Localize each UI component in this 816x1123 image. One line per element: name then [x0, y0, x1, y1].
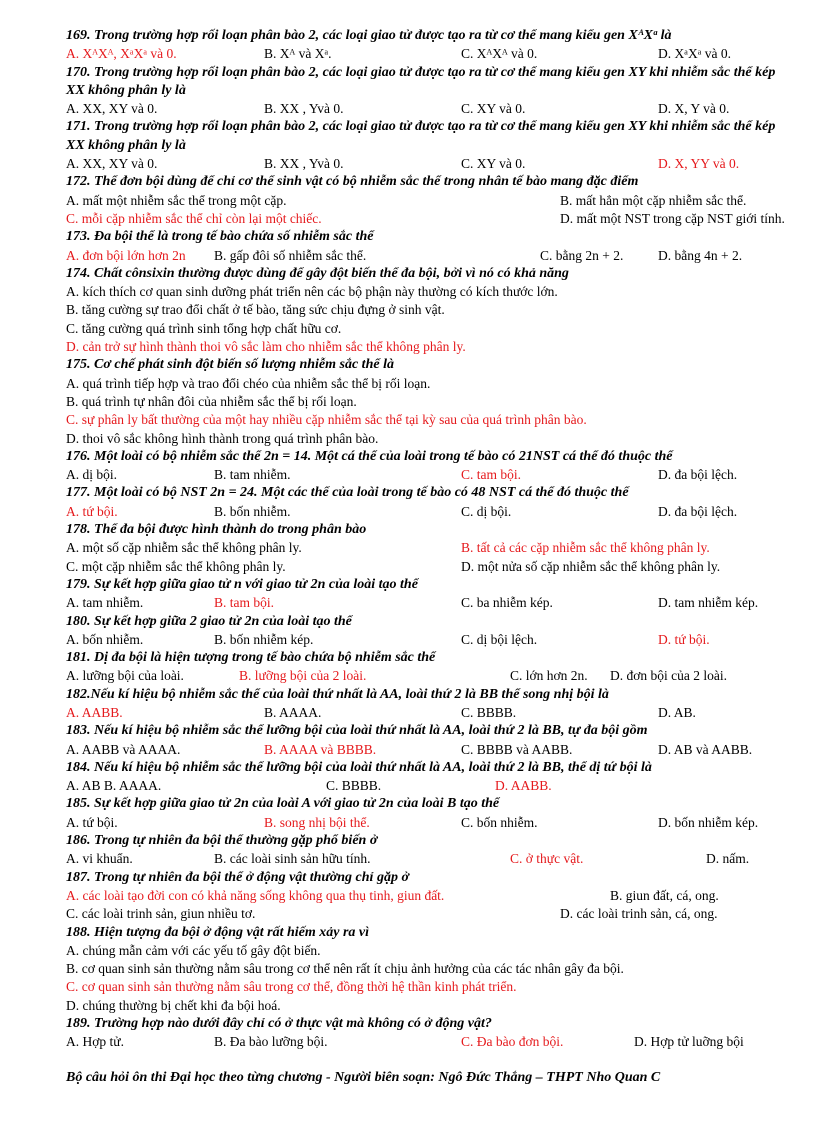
answer-185-b: B. song nhị bội thể.	[264, 814, 370, 830]
answer-180-a: A. bốn nhiễm.	[66, 631, 144, 647]
answer-174-a: A. kích thích cơ quan sinh dưỡng phát triển nên các bộ phận này thường có kích thước lớn.	[66, 284, 558, 300]
answers-178-r1	[66, 539, 786, 557]
question-176: 176. Một loài có bộ nhiễm sắc thể 2n = 14. Một cá thể của loài trong tế bào có 21NST cá thể đó thuộc thể	[66, 448, 673, 464]
answers-182	[66, 704, 786, 722]
answers-185	[66, 814, 786, 832]
answer-183-a: A. AABB và AAAA.	[66, 741, 181, 757]
answers-178-r2	[66, 558, 786, 576]
answer-177-d: D. đa bội lệch.	[658, 503, 738, 519]
answer-182-a: A. AABB.	[66, 704, 123, 720]
answer-178-b: B. tất cả các cặp nhiễm sắc thể không phân ly.	[461, 540, 710, 556]
question-185: 185. Sự kết hợp giữa giao tử 2n của loài A với giao tử 2n của loài B tạo thể	[66, 796, 500, 812]
answer-185-d: D. bốn nhiễm kép.	[658, 814, 759, 830]
answer-171-c: C. XY và 0.	[461, 156, 526, 172]
answer-188-c: C. cơ quan sinh sản thường nằm sâu trong cơ thể, đồng thời hệ thần kinh phát triển.	[66, 979, 517, 995]
answer-177-a: A. tứ bội.	[66, 503, 118, 519]
question-173: 173. Đa bội thể là trong tế bào chứa số nhiễm sắc thể	[66, 229, 374, 245]
answer-176-a: A. dị bội.	[66, 467, 118, 483]
answers-172-r1	[66, 192, 786, 210]
answer-188-a: A. chúng mẫn cảm với các yếu tố gây đột biến.	[66, 942, 321, 958]
answer-169-d: D. XᵃXᵃ và 0.	[658, 46, 731, 62]
question-189: 189. Trường hợp nào dưới đây chỉ có ở thực vật mà không có ở động vật?	[66, 1016, 492, 1032]
answers-173	[66, 247, 786, 265]
answer-184-d: D. AABB.	[495, 778, 552, 794]
question-171: 171. Trong trường hợp rối loạn phân bào 2, các loại giao tử được tạo ra từ cơ thể mang kiểu gen XY khi nhiễm sắc thể kép XX không phân ly là	[66, 119, 776, 153]
answer-176-b: B. tam nhiễm.	[214, 467, 291, 483]
answer-188-b: B. cơ quan sinh sản thường nằm sâu trong cơ thể nên rất ít chịu ảnh hưởng của các tác nhân gây đa bội.	[66, 961, 624, 977]
answer-179-a: A. tam nhiễm.	[66, 595, 144, 611]
answers-184	[66, 777, 786, 795]
answers-179	[66, 594, 786, 612]
answer-189-c: C. Đa bào đơn bội.	[461, 1034, 564, 1050]
answer-183-d: D. AB và AABB.	[658, 741, 753, 757]
answer-184-c: C. BBBB.	[326, 778, 382, 794]
answer-186-a: A. vi khuẩn.	[66, 851, 133, 867]
answers-187-r1	[66, 887, 786, 905]
answer-170-c: C. XY và 0.	[461, 101, 526, 117]
question-187: 187. Trong tự nhiên đa bội thể ở động vật thường chỉ gặp ở	[66, 869, 409, 885]
answer-181-c: C. lớn hơn 2n.	[510, 668, 588, 684]
answer-175-c: C. sự phân ly bất thường của một hay nhiều cặp nhiễm sắc thể tại kỳ sau của quá trình phân bào.	[66, 412, 587, 428]
answer-186-b: B. các loài sinh sản hữu tính.	[214, 851, 371, 867]
answer-179-b: B. tam bội.	[214, 595, 274, 611]
answer-174-d: D. cản trở sự hình thành thoi vô sắc làm cho nhiễm sắc thể không phân ly.	[66, 339, 466, 355]
answers-171	[66, 155, 786, 173]
answer-182-b: B. AAAA.	[264, 704, 322, 720]
answers-170	[66, 100, 786, 118]
question-172: 172. Thể đơn bội dùng để chỉ cơ thể sinh vật có bộ nhiễm sắc thể trong nhân tế bào mang đặc điểm	[66, 174, 639, 190]
answer-187-c: C. các loài trinh sản, giun nhiều tơ.	[66, 906, 256, 922]
answer-182-d: D. AB.	[658, 704, 696, 720]
answer-172-a: A. mất một nhiễm sắc thể trong một cặp.	[66, 192, 287, 208]
question-175: 175. Cơ chế phát sinh đột biến số lượng nhiễm sắc thể là	[66, 357, 394, 373]
answer-173-b: B. gấp đôi số nhiễm sắc thể.	[214, 247, 367, 263]
question-list	[66, 27, 786, 1052]
answers-180	[66, 631, 786, 649]
answers-189	[66, 1033, 786, 1051]
answer-175-b: B. quá trình tự nhân đôi của nhiễm sắc thể bị rối loạn.	[66, 393, 357, 409]
answer-176-c: C. tam bội.	[461, 467, 521, 483]
answers-186	[66, 850, 786, 868]
question-179: 179. Sự kết hợp giữa giao tử n với giao tử 2n của loài tạo thể	[66, 576, 418, 592]
answer-181-d: D. đơn bội của 2 loài.	[610, 668, 727, 684]
question-174: 174. Chất cônsixin thường được dùng để gây đột biến thể đa bội, bởi vì nó có khả năng	[66, 265, 569, 281]
question-178: 178. Thể đa bội được hình thành do trong phân bào	[66, 522, 367, 538]
question-181: 181. Dị đa bội là hiện tượng trong tế bào chứa bộ nhiễm sắc thể	[66, 650, 436, 666]
answers-176	[66, 466, 786, 484]
answer-171-b: B. XX , Yvà 0.	[264, 156, 344, 172]
answer-186-c: C. ở thực vật.	[510, 851, 584, 867]
answer-170-a: A. XX, XY và 0.	[66, 101, 158, 117]
answer-171-a: A. XX, XY và 0.	[66, 156, 158, 172]
answer-172-d: D. mất một NST trong cặp NST giới tính.	[560, 210, 785, 226]
question-183: 183. Nếu kí hiệu bộ nhiễm sắc thể lưỡng bội của loài thứ nhất là AA, loài thứ 2 là BB, tự đa bội gồm	[66, 723, 648, 739]
question-169: 169. Trong trường hợp rối loạn phân bào 2, các loại giao tử được tạo ra từ cơ thể mang kiểu gen XᴬXᵃ là	[66, 28, 672, 43]
question-177: 177. Một loài có bộ NST 2n = 24. Một các thể của loài trong tế bào có 48 NST cá thể đó thuộc thể	[66, 485, 629, 501]
answer-183-c: C. BBBB và AABB.	[461, 741, 573, 757]
answer-184-ab: A. AB B. AAAA.	[66, 778, 162, 794]
answer-173-a: A. đơn bội lớn hơn 2n	[66, 247, 186, 263]
answers-183	[66, 741, 786, 759]
answer-179-d: D. tam nhiễm kép.	[658, 595, 759, 611]
answer-180-c: C. dị bội lệch.	[461, 631, 538, 647]
answer-182-c: C. BBBB.	[461, 704, 517, 720]
answer-178-d: D. một nửa số cặp nhiễm sắc thể không phân ly.	[461, 558, 721, 574]
answer-181-a: A. lưỡng bội của loài.	[66, 668, 184, 684]
page-footer: Bộ câu hỏi ôn thi Đại học theo từng chương - Người biên soạn: Ngô Đức Thắng – THPT Nho Quan C	[66, 1070, 661, 1085]
answer-177-c: C. dị bội.	[461, 503, 512, 519]
answer-172-c: C. mỗi cặp nhiễm sắc thể chỉ còn lại một chiếc.	[66, 210, 322, 226]
answer-187-b: B. giun đất, cá, ong.	[610, 887, 719, 903]
answer-169-b: B. Xᴬ và Xᵃ.	[264, 46, 332, 62]
answer-189-d: D. Hợp tử luỡng bội	[634, 1034, 744, 1050]
answer-174-b: B. tăng cường sự trao đổi chất ở tế bào, tăng sức chịu đựng ở sinh vật.	[66, 302, 445, 318]
answer-185-a: A. tứ bội.	[66, 814, 118, 830]
answers-177	[66, 503, 786, 521]
question-182: 182.Nếu kí hiệu bộ nhiễm sắc thể của loài thứ nhất là AA, loài thứ 2 là BB thể song nhị bội là	[66, 686, 609, 702]
answer-186-d: D. nấm.	[706, 851, 750, 867]
answer-173-c: C. bằng 2n + 2.	[540, 247, 624, 263]
answer-188-d: D. chúng thường bị chết khi đa bội hoá.	[66, 997, 281, 1013]
answer-169-c: C. XᴬXᴬ và 0.	[461, 46, 538, 62]
answers-181	[66, 667, 786, 685]
answer-171-d: D. X, YY và 0.	[658, 156, 740, 172]
answers-172-r2	[66, 210, 786, 228]
answer-173-d: D. bằng 4n + 2.	[658, 247, 743, 263]
question-180: 180. Sự kết hợp giữa 2 giao tử 2n của loài tạo thể	[66, 613, 352, 629]
answer-174-c: C. tăng cường quá trình sinh tổng hợp chất hữu cơ.	[66, 320, 342, 336]
answer-187-a: A. các loài tạo đời con có khả năng sống không qua thụ tinh, giun đất.	[66, 887, 445, 903]
answer-180-b: B. bốn nhiễm kép.	[214, 631, 314, 647]
answer-180-d: D. tứ bội.	[658, 631, 710, 647]
answers-187-r2	[66, 905, 786, 923]
answer-187-d: D. các loài trinh sản, cá, ong.	[560, 906, 718, 922]
answer-178-c: C. một cặp nhiễm sắc thể không phân ly.	[66, 558, 286, 574]
question-184: 184. Nếu kí hiệu bộ nhiễm sắc thể lưỡng bội của loài thứ nhất là AA, loài thứ 2 là BB, thể dị tứ bội là	[66, 759, 652, 775]
answer-169-a: A. XᴬXᴬ, XᵃXᵃ và 0.	[66, 46, 177, 62]
answer-175-a: A. quá trình tiếp hợp và trao đổi chéo của nhiễm sắc thể bị rối loạn.	[66, 375, 431, 391]
answer-183-b: B. AAAA và BBBB.	[264, 741, 377, 757]
answers-169	[66, 45, 786, 63]
answer-176-d: D. đa bội lệch.	[658, 467, 738, 483]
answer-178-a: A. một số cặp nhiễm sắc thể không phân ly.	[66, 540, 302, 556]
question-170: 170. Trong trường hợp rối loạn phân bào 2, các loại giao tử được tạo ra từ cơ thể mang kiểu gen XY khi nhiễm sắc thể kép XX không phân ly là	[66, 64, 776, 98]
question-186: 186. Trong tự nhiên đa bội thể thường gặp phổ biến ở	[66, 833, 378, 849]
answer-179-c: C. ba nhiễm kép.	[461, 595, 553, 611]
answer-175-d: D. thoi vô sắc không hình thành trong quá trình phân bào.	[66, 430, 379, 446]
answer-170-b: B. XX , Yvà 0.	[264, 101, 344, 117]
answer-177-b: B. bốn nhiễm.	[214, 503, 291, 519]
question-188: 188. Hiện tượng đa bội ở động vật rất hiếm xảy ra vì	[66, 924, 370, 940]
answer-181-b: B. lưỡng bội của 2 loài.	[239, 668, 367, 684]
answer-172-b: B. mất hẳn một cặp nhiễm sắc thể.	[560, 192, 747, 208]
answer-189-a: A. Hợp tử.	[66, 1034, 124, 1050]
answer-189-b: B. Đa bào lưỡng bội.	[214, 1034, 328, 1050]
answer-170-d: D. X, Y và 0.	[658, 101, 730, 117]
answer-185-c: C. bốn nhiễm.	[461, 814, 538, 830]
